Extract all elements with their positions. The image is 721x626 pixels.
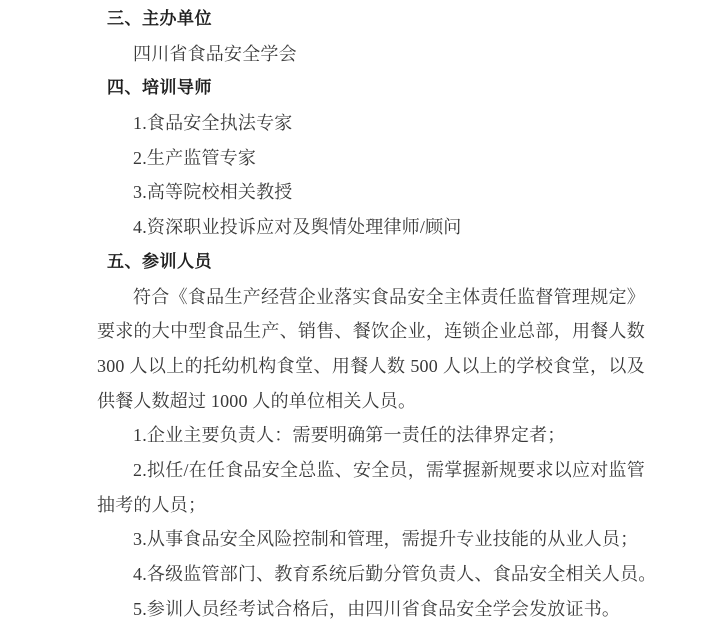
participants-item-line: 3.从事食品安全风险控制和管理，需提升专业技能的从业人员； xyxy=(133,529,639,550)
section-heading-tutors: 四、培训导师 xyxy=(107,78,212,98)
participants-item-line: 2.拟任/在任食品安全总监、安全员，需掌握新规要求以应对监管 xyxy=(133,459,645,480)
organizer-name: 四川省食品安全学会 xyxy=(133,43,297,64)
participants-intro-paragraph xyxy=(97,280,645,419)
tutor-item-line: 3.高等院校相关教授 xyxy=(133,182,293,203)
participants-item-line: 4.各级监管部门、教育系统后勤分管负责人、食品安全相关人员。 xyxy=(133,564,657,584)
participants-intro-line: 要求的大中型食品生产、销售、餐饮企业，连锁企业总部，用餐人数 xyxy=(97,321,645,342)
participants-intro-line: 300 人以上的托幼机构食堂、用餐人数 500 人以上的学校食堂，以及 xyxy=(97,355,645,376)
participants-intro-line: 供餐人数超过 1000 人的单位相关人员。 xyxy=(97,390,417,411)
section-heading-organizer: 三、主办单位 xyxy=(107,9,212,28)
participants-item-line: 1.企业主要负责人：需要明确第一责任的法律界定者； xyxy=(133,425,566,446)
participants-item-line: 5.参训人员经考试合格后，由四川省食品安全学会发放证书。 xyxy=(133,598,621,619)
tutor-item-line: 1.食品安全执法专家 xyxy=(133,113,293,134)
participants-item-line: 抽考的人员； xyxy=(97,494,207,515)
tutor-item-line: 2.生产监管专家 xyxy=(133,147,257,168)
tutor-list xyxy=(97,106,645,245)
section-heading-participants: 五、参训人员 xyxy=(107,251,212,271)
participants-intro-line: 符合《食品生产经营企业落实食品安全主体责任监督管理规定》 xyxy=(133,286,645,307)
document-text-block xyxy=(97,2,657,626)
participants-item-list xyxy=(97,418,657,626)
tutor-item-line: 4.资深职业投诉应对及舆情处理律师/顾问 xyxy=(133,217,462,238)
